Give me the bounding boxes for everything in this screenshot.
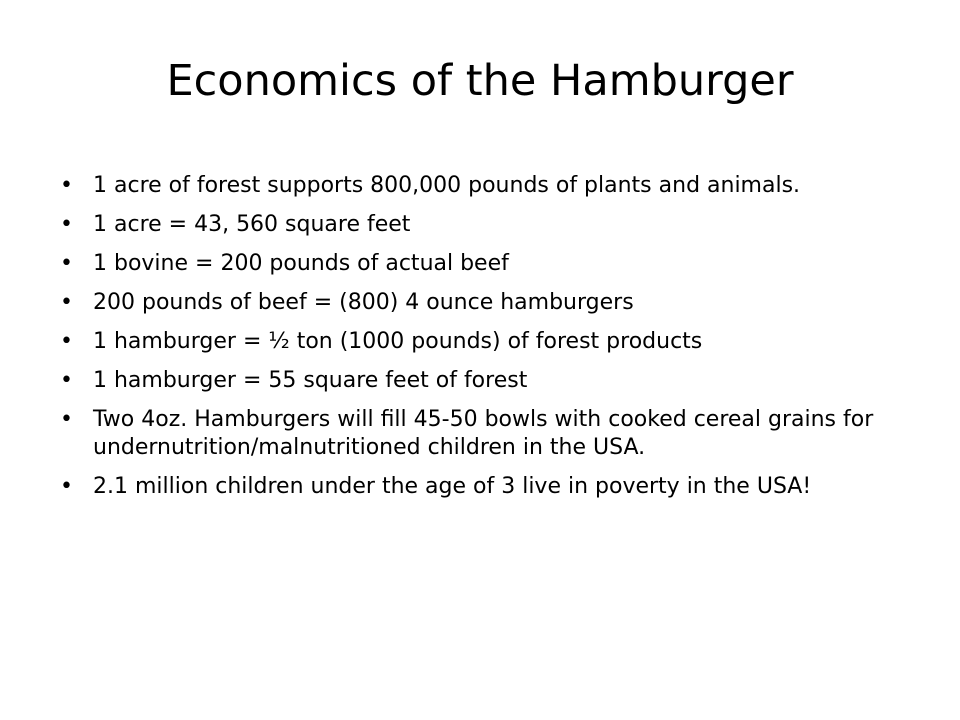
slide-title: Economics of the Hamburger (166, 56, 794, 106)
bullet-item (60, 473, 910, 501)
bullet-icon: • (60, 407, 73, 432)
bullet-icon: • (60, 329, 73, 354)
bullet-item (60, 406, 910, 462)
bullet-text: 1 acre = 43, 560 square feet (93, 212, 411, 237)
bullet-icon: • (60, 474, 73, 499)
bullet-text: Two 4oz. Hamburgers will fill 45-50 bowls with cooked cereal grains for undernutrition/malnutritioned children in the USA. (93, 407, 874, 460)
bullet-text: 200 pounds of beef = (800) 4 ounce hamburgers (93, 290, 634, 315)
bullet-item (60, 328, 910, 356)
bullet-icon: • (60, 173, 73, 198)
bullet-text: 2.1 million children under the age of 3 live in poverty in the USA! (93, 474, 812, 499)
bullet-text: 1 hamburger = 55 square feet of forest (93, 368, 528, 393)
bullet-list (60, 172, 910, 512)
bullet-icon: • (60, 212, 73, 237)
bullet-text: 1 acre of forest supports 800,000 pounds of plants and animals. (93, 173, 801, 198)
bullet-item (60, 289, 910, 317)
bullet-text: 1 bovine = 200 pounds of actual beef (93, 251, 509, 276)
bullet-icon: • (60, 251, 73, 276)
bullet-text: 1 hamburger = ½ ton (1000 pounds) of forest products (93, 329, 703, 354)
bullet-item (60, 172, 910, 200)
bullet-item (60, 211, 910, 239)
bullet-item (60, 367, 910, 395)
bullet-item (60, 250, 910, 278)
bullet-icon: • (60, 368, 73, 393)
bullet-icon: • (60, 290, 73, 315)
